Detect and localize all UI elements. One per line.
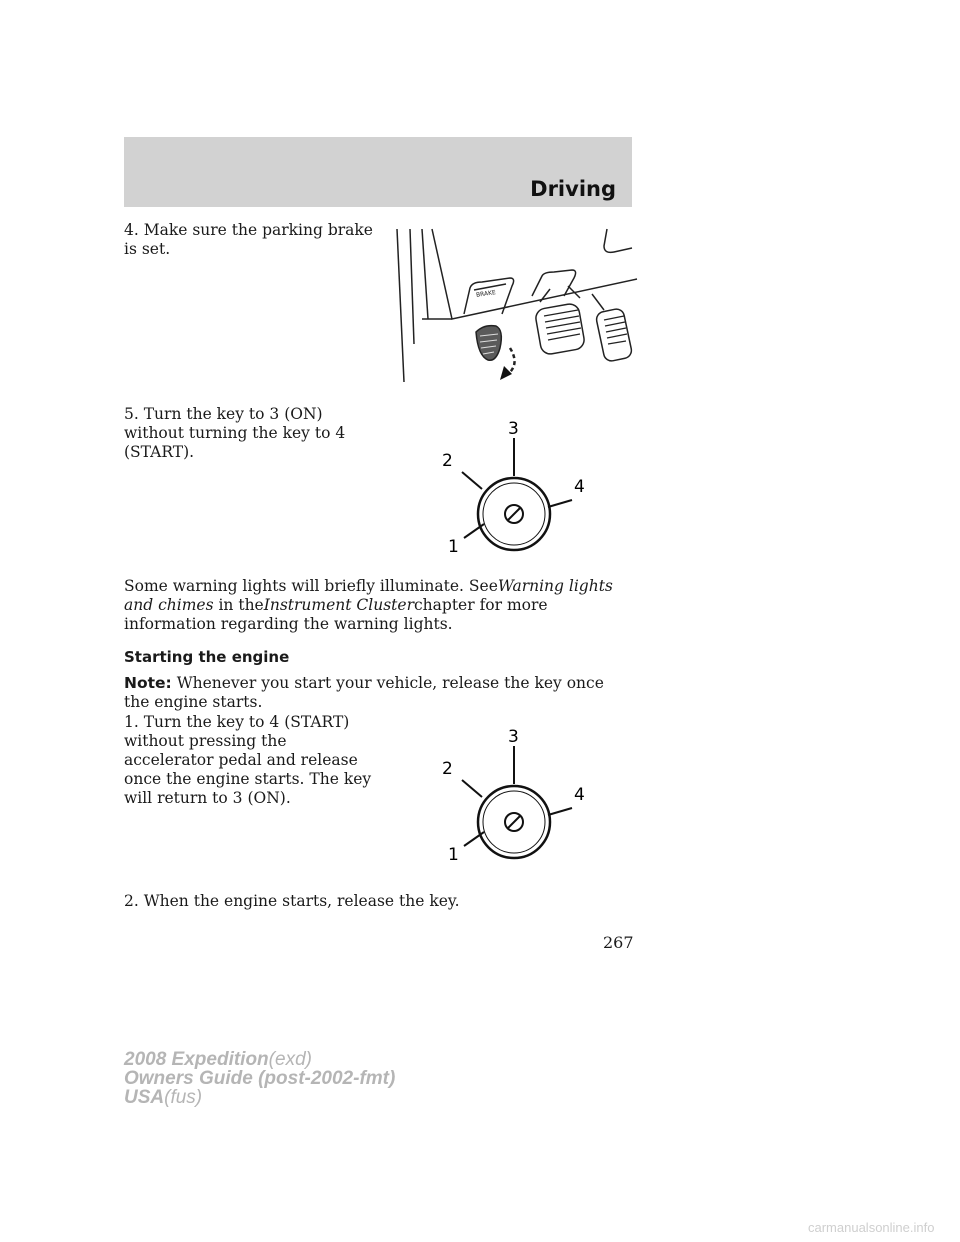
note-text: Whenever you start your vehicle, release the key once the engine starts.	[124, 674, 604, 711]
footer-model-code: (exd)	[268, 1049, 312, 1070]
document-footer	[124, 1050, 395, 1107]
section-title: Driving	[530, 177, 616, 201]
warning-lights-link: Warning lights and chimes	[124, 577, 613, 614]
brake-label: BRAKE	[475, 289, 497, 299]
footer-region: USA	[124, 1087, 165, 1108]
note-label: Note:	[124, 674, 172, 692]
position-3-label: 3	[508, 727, 519, 747]
start-step-1-text: 1. Turn the key to 4 (START) without pressing the accelerator pedal and release once the engine starts. The key will return to 3 (ON).	[124, 713, 372, 807]
ignition-diagram-2	[432, 722, 602, 868]
note-paragraph	[124, 674, 634, 712]
section-header-band	[124, 137, 632, 207]
footer-region-code: (fus)	[164, 1087, 203, 1108]
parking-brake-illustration	[392, 224, 642, 384]
page-number: 267	[603, 933, 634, 952]
step-4-text: 4. Make sure the parking brake is set.	[124, 221, 373, 258]
warning-lights-paragraph	[124, 577, 634, 634]
position-1-label: 1	[448, 845, 459, 865]
position-4-label: 4	[574, 785, 585, 805]
ignition-diagram-1	[432, 414, 602, 560]
warning-text-mid: in the	[218, 596, 264, 614]
footer-guide: Owners Guide (post-2002-fmt)	[124, 1068, 396, 1089]
starting-engine-heading: Starting the engine	[124, 648, 290, 666]
instrument-cluster-link: Instrument Cluster	[263, 596, 414, 614]
position-2-label: 2	[442, 451, 453, 471]
watermark: carmanualsonline.info	[808, 1220, 935, 1235]
start-step-2-text: 2. When the engine starts, release the key.	[124, 892, 460, 910]
step-5-text: 5. Turn the key to 3 (ON) without turning the key to 4 (START).	[124, 405, 346, 461]
position-3-label: 3	[508, 419, 519, 439]
warning-text-pre: Some warning lights will briefly illuminate. See	[124, 577, 498, 595]
warning-text-post: chapter for more information regarding the warning lights.	[124, 596, 548, 633]
position-4-label: 4	[574, 477, 585, 497]
position-1-label: 1	[448, 537, 459, 557]
position-2-label: 2	[442, 759, 453, 779]
footer-model: 2008 Expedition	[124, 1049, 269, 1070]
